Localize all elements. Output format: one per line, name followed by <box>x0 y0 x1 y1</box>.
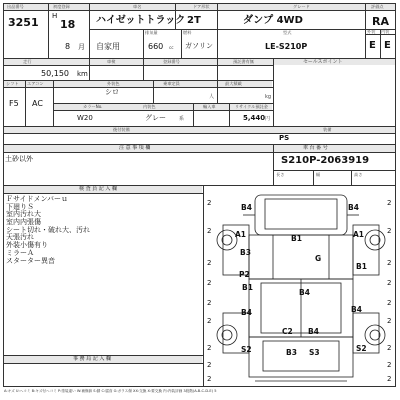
side-number: 2 <box>207 199 212 207</box>
shift-label: シフト <box>6 81 19 86</box>
displacement-label: 排気量 <box>145 30 158 35</box>
car-damage-diagram <box>203 185 396 387</box>
damage-mark-s2: S2 <box>356 344 367 353</box>
displacement-unit: cc <box>169 45 174 50</box>
interior-grade: E <box>384 40 391 51</box>
sales-point-label: セールスポイント <box>303 59 343 65</box>
side-number: 2 <box>387 259 392 267</box>
displacement: 660 <box>148 42 164 51</box>
door-type: 2T <box>187 15 201 26</box>
reg-month: 8 <box>65 42 71 51</box>
trim-code: W20 <box>77 114 93 122</box>
side-number: 2 <box>387 344 392 352</box>
damage-mark-b1: B1 <box>291 234 302 243</box>
ps-value: PS <box>279 134 290 142</box>
reg-year: 18 <box>60 18 76 31</box>
inspection-item: 天張汚れ <box>6 233 34 242</box>
damage-mark-b4: B4 <box>351 305 362 314</box>
lot-number: 3251 <box>8 16 39 29</box>
capacity-unit: 人 <box>209 94 215 100</box>
inspection-title: 検 査 員 記 入 欄 <box>79 186 117 192</box>
usage: 自家用 <box>96 42 120 51</box>
retrofit-label: 後付装備 <box>113 127 130 132</box>
damage-mark-s2: S2 <box>241 345 252 354</box>
length-label: 長さ <box>276 172 285 177</box>
chassis-title: 車 台 番 号 <box>303 145 328 151</box>
color-label: 外装色 <box>107 81 120 86</box>
doors-label: ドア形状 <box>193 4 210 9</box>
interior-color: グレー <box>145 114 166 122</box>
shift-value: F5 <box>9 99 19 108</box>
damage-mark-b4: B4 <box>241 308 252 317</box>
year-label: 初度登録 <box>53 4 70 9</box>
fuel: ガソリン <box>185 42 213 50</box>
side-number: 2 <box>207 259 212 267</box>
recycle-fee-label: リサイクル預託金 <box>235 104 268 109</box>
model-code: LE-S210P <box>265 42 308 51</box>
mileage-label: 走行 <box>23 59 32 64</box>
ac-value: AC <box>32 99 43 108</box>
side-number: 2 <box>387 279 392 287</box>
damage-mark-p2: P2 <box>239 270 250 279</box>
damage-mark-b4: B4 <box>308 327 319 336</box>
grade: ダンプ 4WD <box>243 15 303 26</box>
inspection-item: Ｆサイドメンバーｕ <box>6 195 68 203</box>
lot-label: 出品番号 <box>7 4 24 9</box>
mileage-value: 50,150 <box>41 69 69 78</box>
auction-sheet <box>3 3 396 396</box>
side-number: 2 <box>387 299 392 307</box>
inspection-item: 外装小傷有り <box>6 241 48 250</box>
interior-color-label: 内装色 <box>143 104 156 109</box>
damage-mark-a1: A1 <box>353 230 365 239</box>
car-name-label: 車名 <box>133 4 142 9</box>
ac-label: エアコン <box>27 81 44 86</box>
damage-mark-b1: B1 <box>356 262 367 271</box>
inspection-item: 下廻りＳ <box>6 202 34 211</box>
staff-title: 事 務 局 記 入 欄 <box>73 356 111 362</box>
side-number: 2 <box>207 375 212 383</box>
side-number: 2 <box>207 317 212 325</box>
import-label: 輸入車 <box>203 104 216 109</box>
inspection-item: ミラーＡ <box>6 248 34 257</box>
side-number: 2 <box>387 227 392 235</box>
model-label: 型式 <box>283 30 292 35</box>
chassis-number: S210P-2063919 <box>281 155 370 166</box>
load-unit: kg <box>265 94 272 100</box>
side-number: 2 <box>387 375 392 383</box>
damage-mark-g: G <box>315 254 322 263</box>
load-label: 最大積載 <box>225 81 242 86</box>
inspection-item: シート切れ・破れ大、汚れ <box>6 225 90 234</box>
damage-mark-b1: B1 <box>242 283 253 292</box>
side-number: 2 <box>207 344 212 352</box>
month-unit: 月 <box>78 43 85 51</box>
exterior-label: 外装 <box>367 29 376 34</box>
interior-label: 内装 <box>381 29 390 34</box>
score: RA <box>372 15 389 28</box>
car-name: ハイゼットトラック <box>96 15 186 26</box>
side-number: 2 <box>207 299 212 307</box>
trim-label: カラーNo. <box>83 104 103 109</box>
damage-mark-s3: S3 <box>309 348 320 357</box>
inspection-notes <box>6 196 90 265</box>
era-letter: H <box>52 12 58 20</box>
capacity-label: 乗車定員 <box>163 81 180 86</box>
height-label: 高さ <box>354 172 363 177</box>
damage-mark-c2: C2 <box>282 327 293 336</box>
equipment-label: 装備 <box>323 127 332 132</box>
width-label: 幅 <box>316 172 321 177</box>
side-number: 2 <box>207 227 212 235</box>
inspection-item: 室内汚れ大 <box>6 210 41 219</box>
side-number: 2 <box>387 317 392 325</box>
reg-number-label: 登録番号 <box>163 59 180 64</box>
notes-text: 土砂以外 <box>5 155 33 163</box>
damage-mark-a1: A1 <box>235 230 247 239</box>
damage-mark-b4: B4 <box>348 203 359 212</box>
damage-mark-b4: B4 <box>241 203 252 212</box>
damage-legend: A:キズ U:へコミ B:キズ付へコミ P:塗装違い W:補修跡 S:錆 C:腐食 G:ガラス傷 XX:交換 X:要交換 内:内装評価 3段階(A-B-C-D-E) 5 <box>4 389 217 393</box>
score-label: 評価点 <box>371 4 384 9</box>
side-number: 2 <box>207 279 212 287</box>
inspection-item: スターター異音 <box>6 256 55 265</box>
notes-title: 注 意 事 項 欄 <box>119 145 151 151</box>
recycle-fee-unit: 円 <box>265 116 271 122</box>
side-number: 2 <box>207 361 212 369</box>
recycle-doc-label: 預託書有無 <box>233 59 254 64</box>
side-number: 2 <box>387 361 392 369</box>
recycle-fee: 5,440 <box>243 114 266 122</box>
grade-label: グレード <box>293 4 310 9</box>
damage-mark-b3: B3 <box>286 348 297 357</box>
interior-color-suffix: 系 <box>179 116 185 122</box>
color-value: シロ <box>105 88 119 96</box>
inspection-item: 室内内張傷 <box>6 218 41 227</box>
damage-mark-b4: B4 <box>299 288 310 297</box>
fuel-label: 燃料 <box>183 30 192 35</box>
damage-mark-b3: B3 <box>240 248 251 257</box>
mileage-unit: km <box>77 70 88 78</box>
inspection-label: 車検 <box>107 59 116 64</box>
exterior-grade: E <box>369 40 376 51</box>
side-number: 2 <box>387 199 392 207</box>
